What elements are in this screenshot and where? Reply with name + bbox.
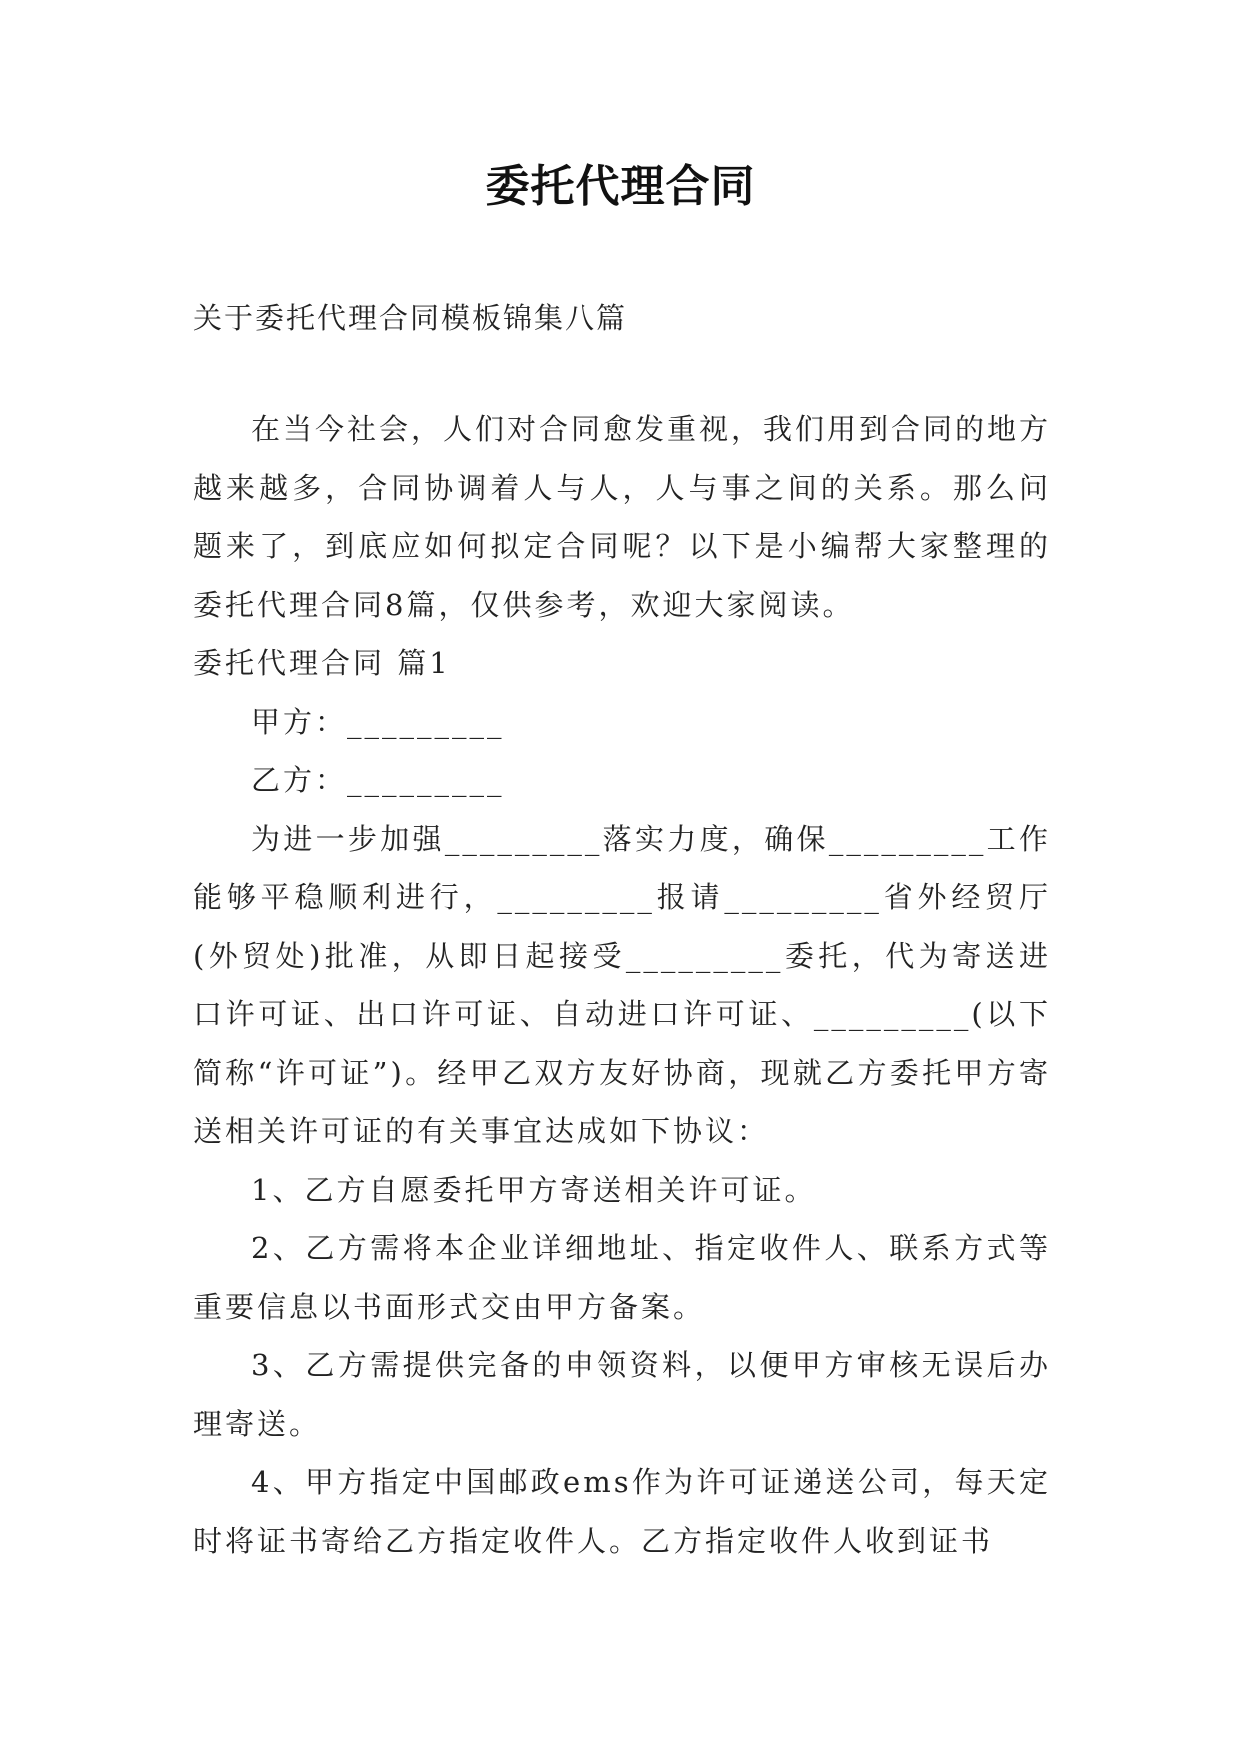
document-body xyxy=(193,400,1051,1570)
clause-3: 3、乙方需提供完备的申领资料，以便甲方审核无误后办理寄送。 xyxy=(193,1348,1051,1441)
document-subtitle: 关于委托代理合同模板锦集八篇 xyxy=(193,301,628,335)
preamble-paragraph: 为进一步加强_________落实力度，确保_________工作能够平稳顺利进行，_________报请_________省外经贸厅(外贸处)批准，从即日起接受_________委托，代为寄送进口许可证、出口许可证、自动进口许可证、_________(以下简称“许可证”)。经甲乙双方友好协商，现就乙方委托甲方寄送相关许可证的有关事宜达成如下协议： xyxy=(193,821,1051,1148)
party-a-line: 甲方：_________ xyxy=(251,704,505,739)
clause-4: 4、甲方指定中国邮政ems作为许可证递送公司，每天定时将证书寄给乙方指定收件人。乙方指定收件人收到证书 xyxy=(193,1465,1051,1558)
clause-2: 2、乙方需将本企业详细地址、指定收件人、联系方式等重要信息以书面形式交由甲方备案。 xyxy=(193,1231,1051,1324)
party-b-line: 乙方：_________ xyxy=(251,763,505,797)
clause-1: 1、乙方自愿委托甲方寄送相关许可证。 xyxy=(251,1172,817,1207)
intro-paragraph: 在当今社会，人们对合同愈发重视，我们用到合同的地方越来越多，合同协调着人与人，人与事之间的关系。那么问题来了，到底应如何拟定合同呢？以下是小编帮大家整理的委托代理合同8篇，仅供参考，欢迎大家阅读。 xyxy=(193,412,1052,622)
section-heading: 委托代理合同 篇1 xyxy=(193,646,451,680)
document-title: 委托代理合同 xyxy=(485,161,756,212)
